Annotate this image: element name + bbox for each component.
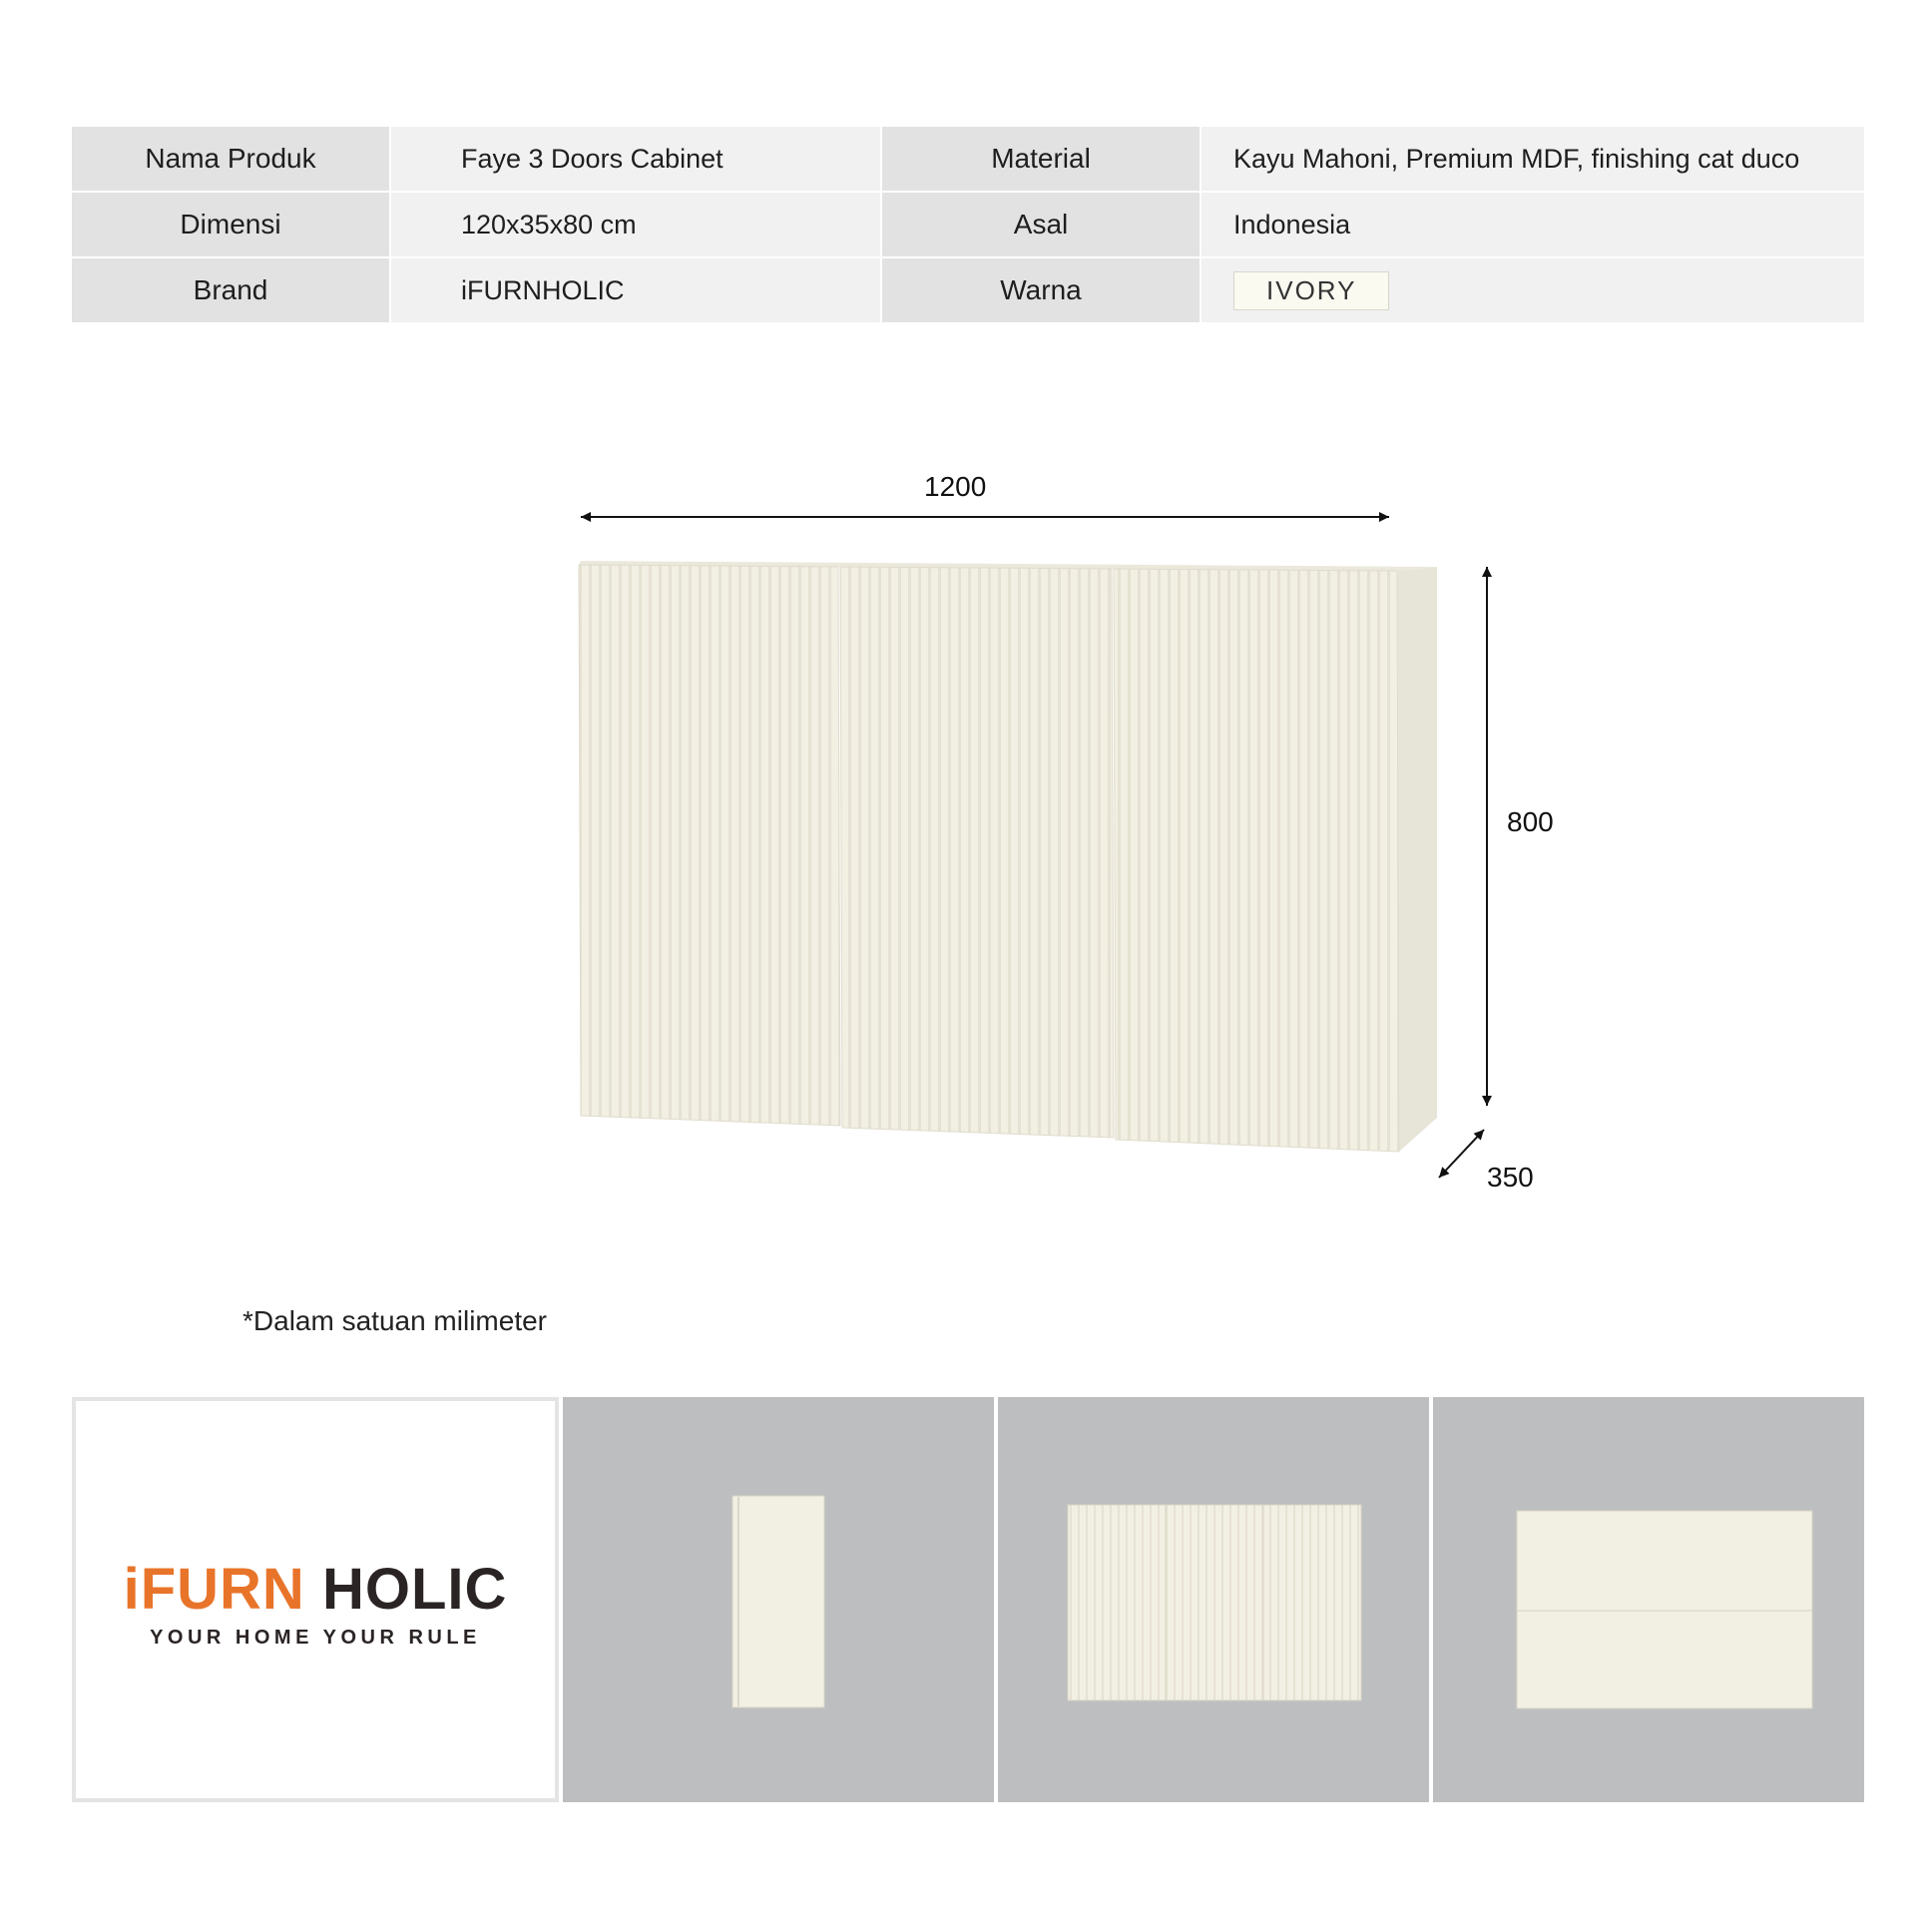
spec-value: Kayu Mahoni, Premium MDF, finishing cat duco: [1202, 127, 1864, 191]
spec-value: 120x35x80 cm: [391, 193, 880, 256]
front-view-left-door: [1068, 1505, 1166, 1700]
top-view-upper-panel: [1517, 1511, 1812, 1611]
width-dimension-label: 1200: [924, 471, 987, 502]
spec-label: Nama Produk: [72, 127, 389, 191]
spec-label: Asal: [882, 193, 1200, 256]
spec-label: Material: [882, 127, 1200, 191]
top-view-lower-panel: [1517, 1611, 1812, 1708]
logo-part-ifurn: iFURN: [123, 1557, 305, 1622]
spec-value: Indonesia: [1202, 193, 1864, 256]
logo-part-holic: HOLIC: [321, 1557, 508, 1622]
side-view-cabinet-body: [732, 1496, 824, 1707]
front-view-right-door: [1263, 1505, 1361, 1700]
front-view-middle-door: [1166, 1505, 1263, 1700]
color-swatch: IVORY: [1233, 271, 1389, 310]
spec-label: Brand: [72, 258, 389, 322]
height-dimension-label: 800: [1507, 806, 1554, 837]
spec-value: iFURNHOLIC: [391, 258, 880, 322]
spec-label: Warna: [882, 258, 1200, 322]
depth-dimension-label: 350: [1487, 1162, 1534, 1193]
units-note: *Dalam satuan milimeter: [242, 1305, 547, 1336]
spec-label: Dimensi: [72, 193, 389, 256]
spec-value: Faye 3 Doors Cabinet: [391, 127, 880, 191]
logo-tagline: YOUR HOME YOUR RULE: [150, 1627, 481, 1649]
